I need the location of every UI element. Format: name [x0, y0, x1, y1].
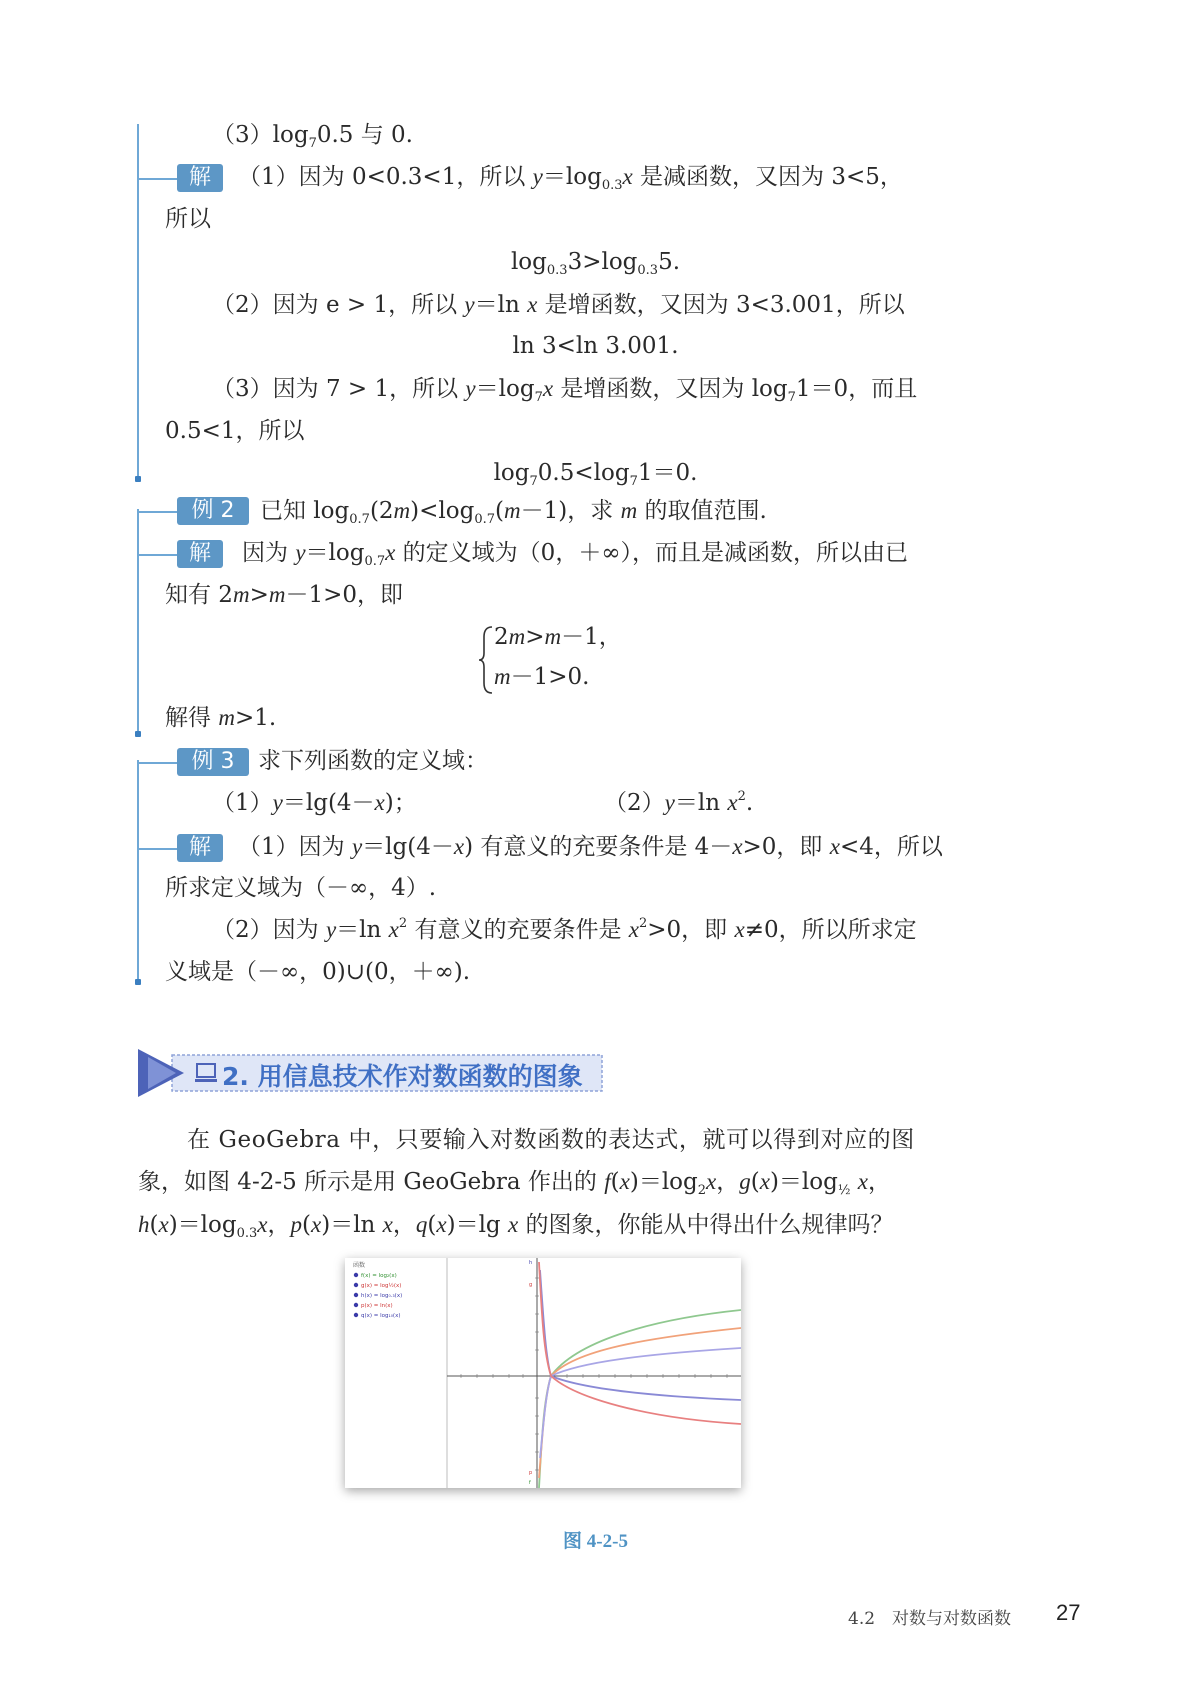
legend-g: g(x) = log½(x)	[361, 1283, 402, 1289]
example3-bracket	[137, 760, 139, 982]
ex1-s2-result: ln 3<ln 3.001.	[512, 333, 679, 359]
function-plot	[345, 1258, 741, 1488]
solution-tag: 解	[177, 834, 223, 862]
ex2-system-eq2: m－1>0.	[494, 664, 590, 690]
ex2-question: 已知 $\log_{0.7}(2m)<\log_{0.7}(m-1)$，求 m 的取值范围.	[260, 498, 767, 527]
legend-title: 函数	[353, 1262, 366, 1269]
curve-tag-f: f	[529, 1480, 531, 1486]
example2-connector	[137, 511, 177, 513]
section-paragraph-line2: 象，如图 4-2-5 所示是用 GeoGebra 作出的 $f(x)=\log_2x$，$g(x)=\log_{\frac{1}{2}}$ x，	[138, 1169, 891, 1198]
example2-bracket	[137, 509, 139, 734]
ex1-s3-line1: （3）因为 7 > 1，所以 $y=\log_7x$ 是增函数，又因为 $\log_71=0$，而且	[212, 376, 918, 405]
solution3-connector	[137, 848, 177, 850]
ex1-s1-line2: 所以	[165, 206, 211, 232]
solution-tag: 解	[177, 164, 223, 192]
legend-dot	[354, 1313, 358, 1317]
ex2-conclusion: 解得 m>1.	[165, 705, 277, 731]
footer-section-title: 4.2 对数与对数函数	[848, 1609, 1012, 1629]
legend-dot	[354, 1293, 358, 1297]
legend-dot	[354, 1273, 358, 1277]
ex3-question: 求下列函数的定义域：	[258, 748, 488, 774]
page-number: 27	[1056, 1600, 1081, 1625]
ex2-s-line2: 知有 2m>m－1>0，即	[165, 582, 404, 608]
ex3-s1-line1: （1）因为 y＝lg(4－x) 有意义的充要条件是 4－x>0，即 x<4，所以	[238, 834, 943, 860]
curve-tag-p: p	[529, 1470, 533, 1476]
figure-caption: 图 4-2-5	[563, 1531, 628, 1552]
section-title: 2. 用信息技术作对数函数的图象	[222, 1062, 583, 1091]
example-2-tag: 例 2	[177, 497, 249, 525]
ex1-s3-line2: 0.5<1，所以	[165, 418, 305, 444]
ex2-s-line1: 因为 $y=\log_{0.7}x$ 的定义域为（0，＋∞），而且是减函数，所以由已	[242, 540, 908, 569]
legend-dot	[354, 1283, 358, 1287]
example3-connector	[137, 762, 177, 764]
legend-q: q(x) = log₁₀(x)	[361, 1313, 401, 1319]
ex2-system-eq1: 2m>m－1，	[494, 624, 622, 650]
ex3-s1-line2: 所求定义域为（－∞，4）.	[165, 875, 437, 901]
ex3-part2: （2）y＝ln $x^2$.	[604, 789, 754, 816]
legend-h: h(x) = log₀.₃(x)	[361, 1293, 403, 1299]
section-paragraph-line1: 在 GeoGebra 中，只要输入对数函数的表达式，就可以得到对应的图	[187, 1127, 915, 1153]
system-brace	[478, 625, 494, 695]
solution2-connector	[137, 554, 177, 556]
curve-tag-g: g	[529, 1282, 533, 1288]
ex1-s3-result: $\log_70.5<\log_71=0$.	[493, 460, 698, 489]
ex3-part1: （1）y＝lg(4－x)；	[212, 790, 417, 816]
legend-dot	[354, 1303, 358, 1307]
ex1-s1-result: $\log_{0.3}3>\log_{0.3}5$.	[510, 249, 681, 278]
example-3-tag: 例 3	[177, 748, 249, 776]
geogebra-figure	[345, 1258, 741, 1488]
curve-tag-h: h	[529, 1260, 533, 1266]
ex1-s2-line1: （2）因为 e > 1，所以 y＝ln x 是增函数，又因为 3<3.001，所以	[212, 292, 905, 318]
ex1-s1-line1: （1）因为 0<0.3<1，所以 $y=\log_{0.3}x$ 是减函数，又因为 3<5，	[238, 164, 903, 193]
section-paragraph-line3: $h(x)=\log_{0.3}x$，p(x)＝ln x，q(x)＝lg x 的图象，你能从中得出什么规律吗？	[138, 1212, 894, 1241]
solution-connector	[137, 178, 177, 180]
legend-p: p(x) = ln(x)	[361, 1303, 393, 1309]
solution-tag: 解	[177, 540, 223, 568]
ex1-part3-question: $(3)\log_70.5$ 与 0.	[212, 122, 413, 151]
ex3-s2-line1: （2）因为 y＝ln $x^2$ 有意义的充要条件是 $x^2>0$，即 x≠0，所以所求定	[212, 916, 917, 943]
legend-f: f(x) = log₂(x)	[361, 1273, 397, 1279]
ex3-s2-line2: 义域是（－∞，0)∪(0，＋∞).	[165, 959, 471, 985]
computer-icon	[194, 1062, 218, 1084]
